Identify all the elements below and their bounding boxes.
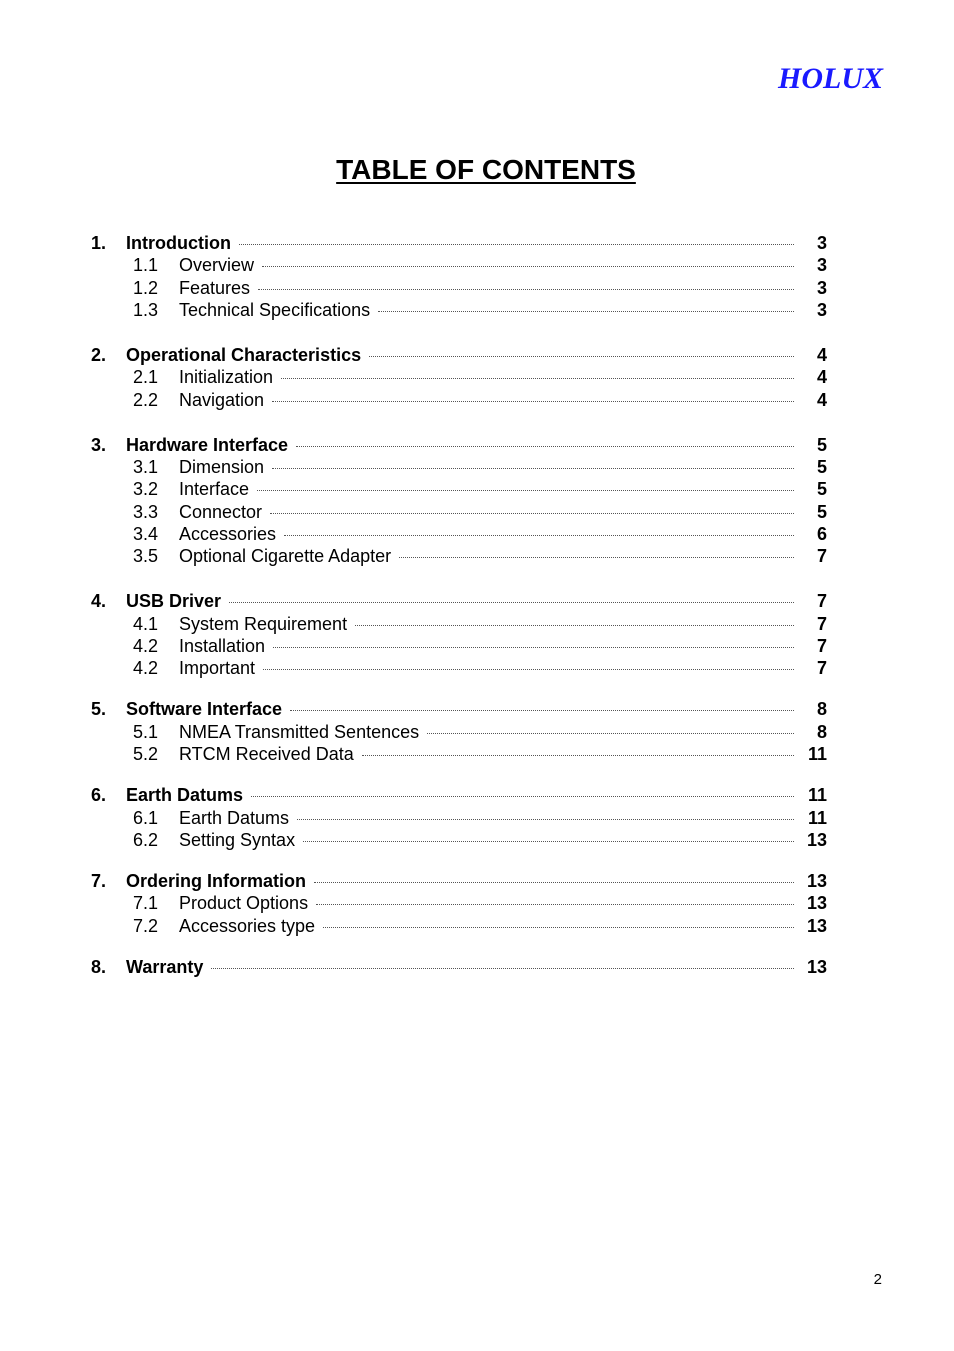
toc-subsection-row[interactable] [0,299,954,321]
dot-leader [399,557,794,558]
toc-label: Interface [179,478,257,500]
toc-number: 5. [91,699,107,720]
toc-number: 3.1 [133,456,159,477]
page-title [0,154,954,186]
dot-leader [239,244,794,245]
toc-page: 4 [811,344,827,366]
toc-number: 4.1 [133,613,159,634]
toc-label: Ordering Information [126,870,314,892]
toc-number: 1.2 [133,277,159,298]
toc-number: 4.2 [133,658,159,679]
toc-number: 3.3 [133,501,159,522]
toc-label: Features [179,277,258,299]
dot-leader [211,968,794,969]
toc-subsection-row[interactable] [0,892,954,914]
toc-subsection-row[interactable] [0,635,954,657]
toc-label: Installation [179,635,273,657]
toc-subsection-row[interactable] [0,657,954,679]
toc-number: 2.1 [133,367,159,388]
dot-leader [272,401,794,402]
dot-leader [314,882,794,883]
dot-leader [272,468,794,469]
toc-number: 6.2 [133,829,159,850]
dot-leader [369,356,794,357]
toc-section-row[interactable] [0,344,954,366]
toc-label: Navigation [179,389,272,411]
toc-label: Software Interface [126,698,290,720]
toc-page: 8 [811,698,827,720]
toc-label: Accessories [179,523,284,545]
dot-leader [290,710,794,711]
toc-label: Dimension [179,456,272,478]
toc-label: USB Driver [126,590,229,612]
toc-label: Earth Datums [179,807,297,829]
toc-page: 7 [811,657,827,679]
toc-page: 5 [811,501,827,523]
toc-page: 7 [811,545,827,567]
toc-number: 6. [91,785,107,806]
dot-leader [303,841,794,842]
toc-number: 3.2 [133,479,159,500]
toc-subsection-row[interactable] [0,807,954,829]
dot-leader [257,490,794,491]
toc-page: 11 [802,807,827,829]
toc-number: 4. [91,591,107,612]
dot-leader [251,796,794,797]
toc-label: Introduction [126,232,239,254]
toc-section-row[interactable] [0,232,954,254]
title-text: TABLE OF CONTENTS [336,154,636,185]
toc-page: 3 [811,254,827,276]
toc-number: 7.2 [133,915,159,936]
toc-subsection-row[interactable] [0,501,954,523]
toc-page: 3 [811,277,827,299]
dot-leader [362,755,794,756]
dot-leader [378,311,794,312]
dot-leader [270,513,794,514]
toc-subsection-row[interactable] [0,523,954,545]
toc-subsection-row[interactable] [0,366,954,388]
toc-label: NMEA Transmitted Sentences [179,721,427,743]
toc-number: 7. [91,870,107,891]
toc-section-row[interactable] [0,870,954,892]
toc-subsection-row[interactable] [0,829,954,851]
dot-leader [355,625,794,626]
page-number: 2 [873,1271,882,1288]
toc-label: Earth Datums [126,784,251,806]
toc-label: Optional Cigarette Adapter [179,545,399,567]
toc-section-row[interactable] [0,590,954,612]
toc-number: 7.1 [133,893,159,914]
toc-number: 4.2 [133,636,159,657]
toc-label: Setting Syntax [179,829,303,851]
toc-subsection-row[interactable] [0,915,954,937]
toc-section-row[interactable] [0,784,954,806]
toc-label: Accessories type [179,915,323,937]
toc-label: Connector [179,501,270,523]
toc-page: 7 [811,590,827,612]
toc-subsection-row[interactable] [0,478,954,500]
toc-page: 13 [801,870,827,892]
toc-label: Product Options [179,892,316,914]
toc-subsection-row[interactable] [0,254,954,276]
toc-page: 7 [811,613,827,635]
toc-label: RTCM Received Data [179,743,362,765]
holux-logo [776,58,888,98]
toc-subsection-row[interactable] [0,743,954,765]
toc-label: Technical Specifications [179,299,378,321]
toc-number: 3. [91,434,107,455]
dot-leader [281,378,794,379]
toc-page: 5 [811,434,827,456]
dot-leader [323,927,794,928]
toc-section-row[interactable] [0,956,954,978]
dot-leader [273,647,794,648]
toc-number: 3.4 [133,524,159,545]
toc-number: 1. [91,233,107,253]
table-of-contents [0,232,954,978]
dot-leader [229,602,794,603]
dot-leader [258,289,794,290]
dot-leader [427,733,794,734]
toc-page: 7 [811,635,827,657]
toc-label: System Requirement [179,613,355,635]
toc-subsection-row[interactable] [0,545,954,567]
toc-page: 5 [811,478,827,500]
dot-leader [263,669,794,670]
toc-page: 13 [801,956,827,978]
dot-leader [297,819,794,820]
toc-section-row[interactable] [0,698,954,720]
toc-page: 11 [802,743,827,765]
toc-label: Overview [179,254,262,276]
dot-leader [296,446,794,447]
toc-label: Operational Characteristics [126,344,369,366]
toc-label: Initialization [179,366,281,388]
toc-number: 6.1 [133,807,159,828]
toc-label: Warranty [126,956,211,978]
toc-subsection-row[interactable] [0,456,954,478]
toc-number: 8. [91,956,107,977]
toc-page: 4 [811,366,827,388]
dot-leader [262,266,794,267]
toc-page: 13 [801,892,827,914]
toc-page: 3 [811,299,827,321]
toc-number: 1.1 [133,255,159,276]
toc-subsection-row[interactable] [0,277,954,299]
dot-leader [284,535,794,536]
dot-leader [316,904,794,905]
toc-page: 8 [811,721,827,743]
toc-number: 3.5 [133,546,159,567]
toc-label: Hardware Interface [126,434,296,456]
toc-number: 1.3 [133,300,159,321]
toc-page: 5 [811,456,827,478]
toc-number: 5.2 [133,744,159,765]
toc-page: 13 [801,829,827,851]
toc-number: 2.2 [133,389,159,410]
toc-page: 4 [811,389,827,411]
toc-section-row[interactable] [0,434,954,456]
toc-page: 6 [811,523,827,545]
toc-page: 11 [802,784,827,806]
toc-label: Important [179,657,263,679]
toc-page: 3 [811,232,827,254]
toc-page: 13 [801,915,827,937]
toc-subsection-row[interactable] [0,613,954,635]
toc-number: 5.1 [133,721,159,742]
toc-subsection-row[interactable] [0,721,954,743]
logo-text: HOLUX [778,62,883,95]
toc-subsection-row[interactable] [0,389,954,411]
toc-number: 2. [91,344,107,365]
